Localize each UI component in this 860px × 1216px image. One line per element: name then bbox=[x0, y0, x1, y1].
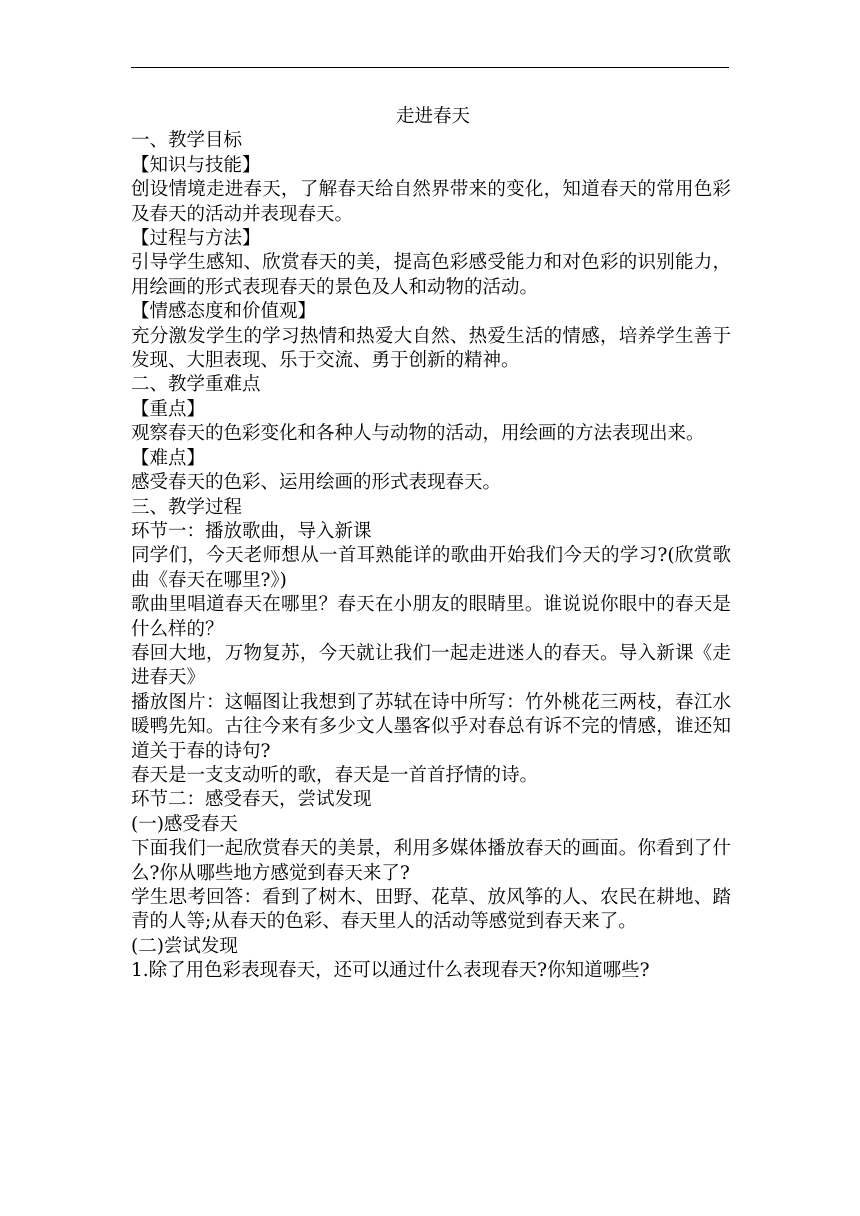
paragraph-song-question: 歌曲里唱道春天在哪里？春天在小朋友的眼睛里。谁说说你眼中的春天是什么样的？ bbox=[131, 594, 731, 640]
paragraph-song-intro: 同学们，今天老师想从一首耳熟能详的歌曲开始我们今天的学习?(欣赏歌曲《春天在哪里?》) bbox=[131, 545, 731, 591]
paragraph-process-methods: 引导学生感知、欣赏春天的美，提高色彩感受能力和对色彩的识别能力，用绘画的形式表现春天的景色及人和动物的活动。 bbox=[131, 252, 731, 298]
paragraph-lesson-intro: 春回大地，万物复苏，今天就让我们一起走进迷人的春天。导入新课《走进春天》 bbox=[131, 642, 731, 689]
paragraph-knowledge-skills: 创设情境走进春天，了解春天给自然界带来的变化，知道春天的常用色彩及春天的活动并表现春天。 bbox=[131, 179, 731, 225]
section-heading-process: 三、教学过程 bbox=[131, 496, 243, 518]
step-heading-one: 环节一：播放歌曲，导入新课 bbox=[131, 520, 372, 542]
paragraph-difficulty: 感受春天的色彩、运用绘画的形式表现春天。 bbox=[131, 472, 502, 494]
document-title: 走进春天 bbox=[395, 106, 470, 127]
section-heading-key-points: 二、教学重难点 bbox=[131, 374, 261, 396]
subheading-knowledge-skills: 【知识与技能】 bbox=[131, 154, 261, 176]
document-body bbox=[131, 105, 731, 984]
subheading-attitude-values: 【情感态度和价值观】 bbox=[131, 301, 317, 323]
paragraph-student-answer: 学生思考回答：看到了树木、田野、花草、放风筝的人、农民在耕地、踏青的人等;从春天的色彩、春天里人的活动等感觉到春天来了。 bbox=[131, 887, 731, 933]
paragraph-question-one: 1.除了用色彩表现春天，还可以通过什么表现春天?你知道哪些? bbox=[131, 960, 650, 982]
step-heading-two: 环节二：感受春天，尝试发现 bbox=[131, 789, 372, 811]
paragraph-attitude-values: 充分激发学生的学习热情和热爱大自然、热爱生活的情感，培养学生善于发现、大胆表现、乐于交流、勇于创新的精神。 bbox=[131, 325, 731, 372]
subheading-process-methods: 【过程与方法】 bbox=[131, 228, 261, 250]
subheading-key-point: 【重点】 bbox=[131, 398, 206, 420]
subsection-try-discover: (二)尝试发现 bbox=[131, 935, 238, 957]
paragraph-key-point: 观察春天的色彩变化和各种人与动物的活动，用绘画的方法表现出来。 bbox=[131, 423, 705, 445]
paragraph-multimedia: 下面我们一起欣赏春天的美景，利用多媒体播放春天的画面。你看到了什么?你从哪些地方感觉到春天来了? bbox=[131, 838, 731, 884]
subsection-feel-spring: (一)感受春天 bbox=[131, 813, 238, 835]
header-rule bbox=[131, 67, 729, 68]
subheading-difficulty: 【难点】 bbox=[131, 447, 206, 469]
paragraph-spring-song: 春天是一支支动听的歌，春天是一首首抒情的诗。 bbox=[131, 764, 539, 786]
paragraph-poem: 播放图片：这幅图让我想到了苏轼在诗中所写：竹外桃花三两枝，春江水暖鸭先知。古往今来有多少文人墨客似乎对春总有诉不完的情感，谁还知道关于春的诗句? bbox=[131, 691, 731, 762]
section-heading-objectives: 一、教学目标 bbox=[131, 130, 243, 152]
